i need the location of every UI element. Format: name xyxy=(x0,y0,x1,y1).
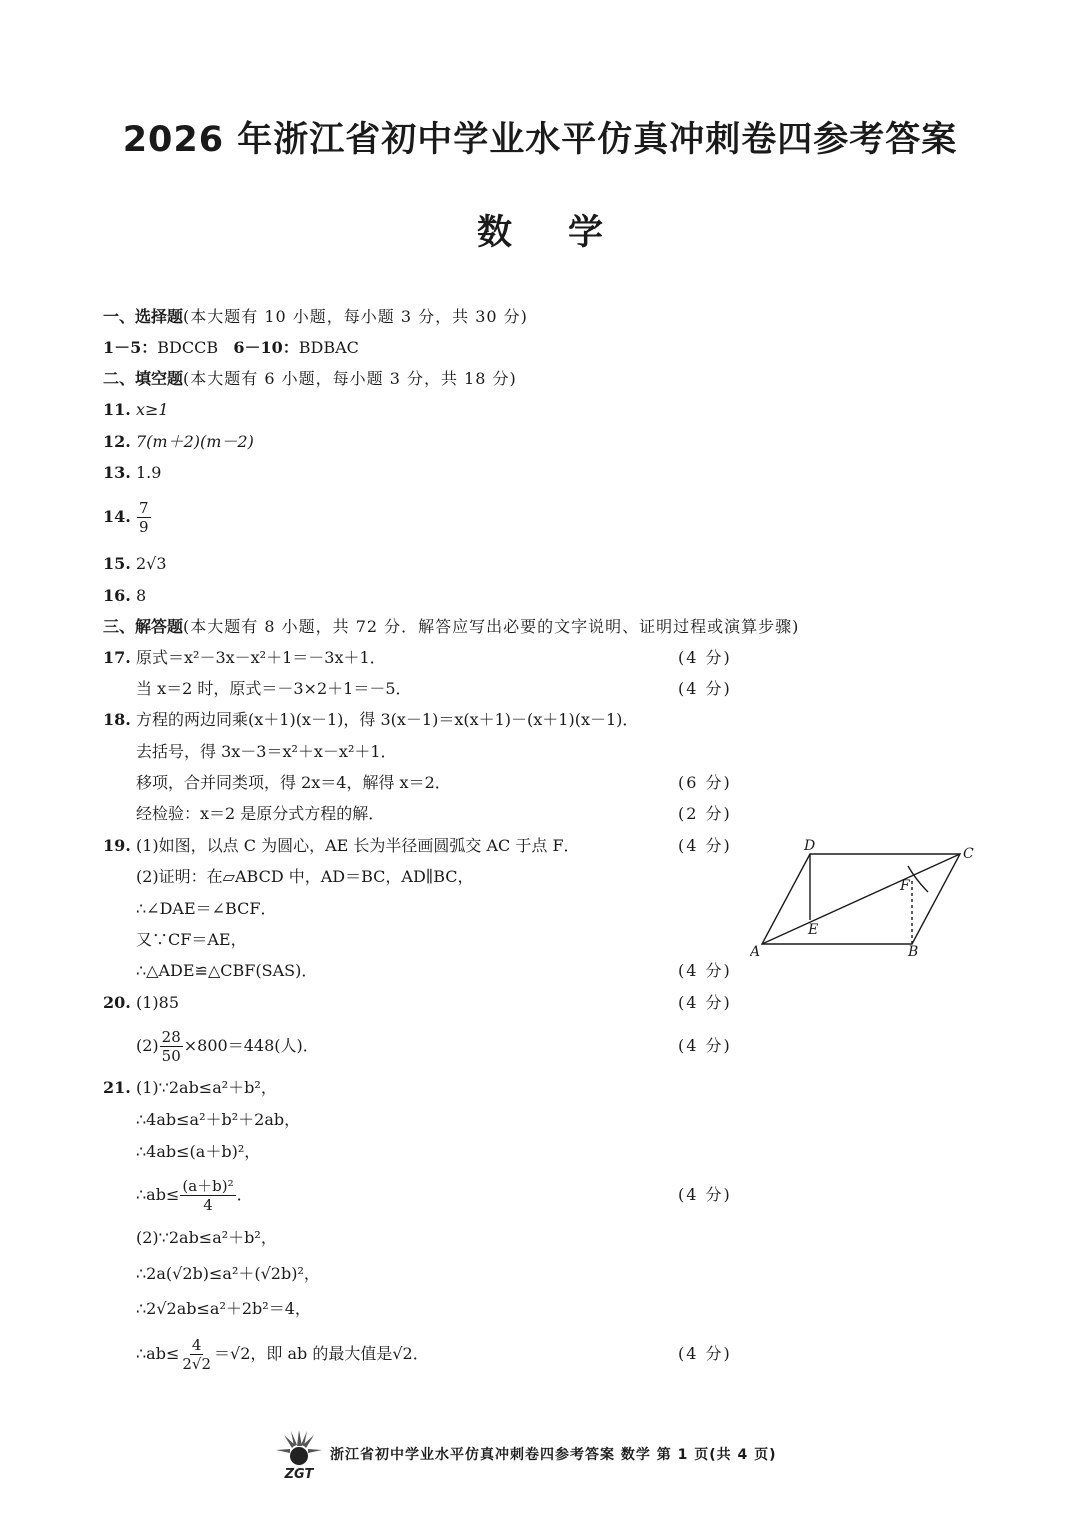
label-c: C xyxy=(963,846,974,862)
answer-fraction: $\frac{7}{9}$ xyxy=(139,499,149,536)
section-note: (本大题有 8 小题，共 72 分．解答应写出必要的文字说明、证明过程或演算步骤) xyxy=(183,617,800,636)
solution-19-line-1: 19. (1)如图，以点 C 为圆心，AE 长为半径画圆弧交 AC 于点 F． xyxy=(103,836,580,855)
section-label: 三、解答题 xyxy=(103,617,184,636)
answer-text: 7(m＋2)(m－2) xyxy=(136,432,254,451)
solution-19-line-2: (2)证明：在▱ABCD 中，AD＝BC，AD∥BC， xyxy=(136,867,474,886)
solution-21-line-1: 21. (1)∵2ab≤a²＋b²， xyxy=(103,1078,277,1097)
fill-answer-14: 14. $\frac{7}{9}$ xyxy=(103,499,149,536)
subject-title: 数学 xyxy=(476,213,659,253)
score-mark: (4 分) xyxy=(678,648,732,667)
logo-text: ZGT xyxy=(284,1467,314,1482)
solution-21-line-2: ∴4ab≤a²＋b²＋2ab， xyxy=(136,1110,301,1129)
answer-text: x≥1 xyxy=(136,400,169,419)
page-footer: 浙江省初中学业水平仿真冲刺卷四参考答案 数学 第 1 页(共 4 页) xyxy=(330,1447,777,1463)
fill-answer-13: 13. 1.9 xyxy=(103,463,162,482)
score-mark: (6 分) xyxy=(678,773,732,792)
publisher-logo xyxy=(270,1426,328,1484)
label-b: B xyxy=(908,944,919,960)
solution-18-line-1: 18. 方程的两边同乘(x＋1)(x－1)，得 3(x－1)＝x(x＋1)－(x＋1)(x－1)． xyxy=(103,710,639,729)
label-f: F xyxy=(900,878,910,894)
answer-text: 8 xyxy=(136,586,147,605)
fill-answer-12: 12. 7(m＋2)(m－2) xyxy=(103,432,254,451)
solution-21-line-8: ∴ab≤ $\frac{4}{2√2}$ ＝√2，即 ab 的最大值是√2． xyxy=(136,1336,429,1373)
label-d: D xyxy=(804,838,816,854)
solution-20-line-1: 20. (1)85 xyxy=(103,993,180,1012)
solution-20-line-2: (2) $\frac{28}{50}$ ×800＝448(人)． xyxy=(136,1028,319,1065)
choice-answers-a: BDCCB xyxy=(157,338,219,357)
parallelogram-figure xyxy=(750,832,980,964)
score-mark: (4 分) xyxy=(678,1036,732,1055)
section-note: (本大题有 6 小题，每小题 3 分，共 18 分) xyxy=(183,369,517,388)
solution-21-line-5: (2)∵2ab≤a²＋b²， xyxy=(136,1228,277,1247)
solution-19-line-4: 又∵CF＝AE， xyxy=(136,930,247,949)
section-fill-heading xyxy=(103,368,517,390)
fill-answer-15: 15. 2√3 xyxy=(103,554,167,573)
section-label: 二、填空题 xyxy=(103,369,184,388)
solution-18-line-3: 移项，合并同类项，得 2x＝4，解得 x＝2． xyxy=(136,773,451,792)
fraction: $\frac{4}{2√2}$ xyxy=(182,1336,212,1373)
label-a: A xyxy=(750,944,761,960)
solution-19-line-5: ∴△ADE≌△CBF(SAS)． xyxy=(136,961,318,980)
solution-19-line-3: ∴∠DAE＝∠BCF． xyxy=(136,899,277,918)
solution-21-line-6: ∴2a(√2b)≤a²＋(√2b)²， xyxy=(136,1264,320,1283)
score-mark: (4 分) xyxy=(678,961,732,980)
solution-21-line-7: ∴2√2ab≤a²＋2b²＝4， xyxy=(136,1299,311,1318)
score-mark: (4 分) xyxy=(678,679,732,698)
solution-18-line-2: 去括号，得 3x－3＝x²＋x－x²＋1． xyxy=(136,742,397,761)
score-mark: (4 分) xyxy=(678,1185,732,1204)
section-choice-heading xyxy=(103,306,528,328)
diagonal-ac xyxy=(762,854,960,944)
answer-text: 2√3 xyxy=(136,554,167,573)
fraction: $\frac{\text{(a＋b)²}}{4}$ xyxy=(182,1177,234,1214)
score-mark: (4 分) xyxy=(678,1344,732,1363)
label-e: E xyxy=(808,922,819,938)
section-solution-heading xyxy=(103,616,799,638)
fill-answer-11: 11. x≥1 xyxy=(103,400,169,419)
solution-17-line-2: 当 x＝2 时，原式＝－3×2＋1＝－5． xyxy=(136,679,412,698)
choice-range-a: 1－5： xyxy=(103,338,158,357)
score-mark: (4 分) xyxy=(678,993,732,1012)
section-note: (本大题有 10 小题，每小题 3 分，共 30 分) xyxy=(183,307,528,326)
solution-18-line-4: 经检验：x＝2 是原分式方程的解． xyxy=(136,804,385,823)
choice-range-b: 6－10： xyxy=(233,338,299,357)
choice-answers xyxy=(103,337,359,359)
score-mark: (2 分) xyxy=(678,804,732,823)
fill-answer-16: 16. 8 xyxy=(103,586,147,605)
choice-answers-b: BDBAC xyxy=(298,338,359,357)
page-title: 2026 年浙江省初中学业水平仿真冲刺卷四参考答案 xyxy=(122,120,958,160)
solution-21-line-4: ∴ab≤ $\frac{\text{(a＋b)²}}{4}$ ． xyxy=(136,1177,253,1214)
solution-17-line-1: 17. 原式＝x²－3x－x²＋1＝－3x＋1． xyxy=(103,648,386,667)
fraction: $\frac{28}{50}$ xyxy=(161,1028,181,1065)
score-mark: (4 分) xyxy=(678,836,732,855)
solution-21-line-3: ∴4ab≤(a＋b)²， xyxy=(136,1142,261,1161)
section-label: 一、选择题 xyxy=(103,307,184,326)
answer-text: 1.9 xyxy=(136,463,162,482)
